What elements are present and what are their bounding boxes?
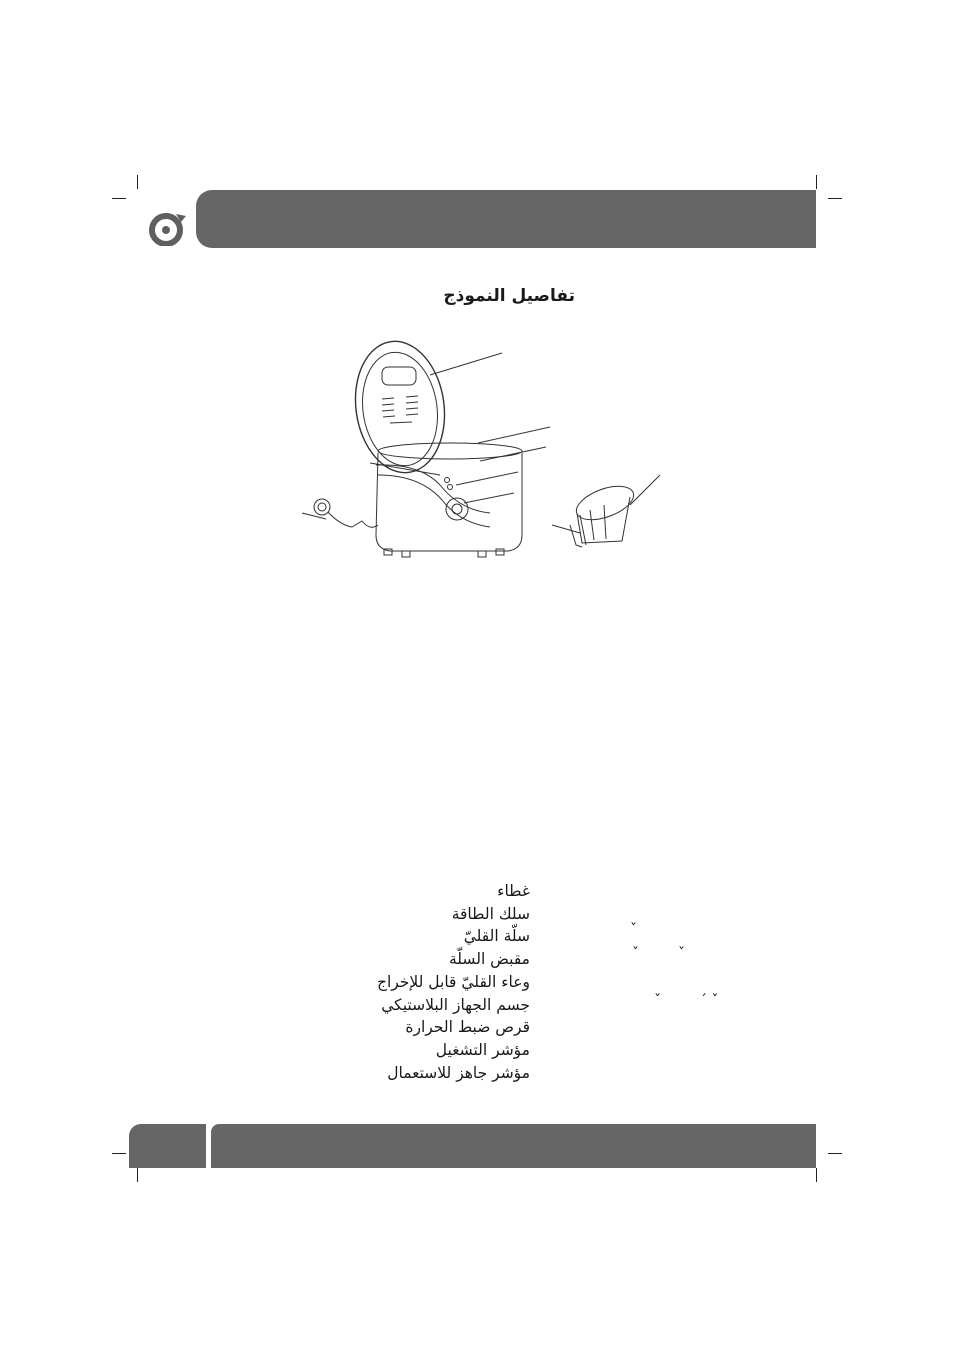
- page-title: تفاصيل النموذج: [443, 286, 575, 306]
- crop-mark: [112, 198, 126, 199]
- list-item: مقبض السلّة: [448, 950, 530, 969]
- crop-mark: [137, 1168, 138, 1182]
- header-bar: [196, 190, 816, 248]
- list-item: جسم الجهاز البلاستيكي: [381, 995, 530, 1014]
- stray-mark: ˇ: [678, 946, 685, 962]
- crop-mark: [112, 1153, 126, 1154]
- stray-mark: ´ ˇ: [700, 993, 719, 1009]
- list-item: غطاء: [497, 882, 530, 900]
- brand-logo-icon: [148, 212, 188, 246]
- stray-mark: ˇ: [632, 946, 639, 962]
- crop-mark: [816, 175, 817, 189]
- list-item: سلك الطاقة: [451, 904, 530, 923]
- footer-page-tab: [129, 1124, 206, 1168]
- deep-fryer-diagram: [290, 335, 670, 565]
- crop-mark: [816, 1168, 817, 1182]
- list-item: سلّة القليّ: [463, 927, 530, 946]
- crop-mark: [828, 1153, 842, 1154]
- parts-list: [300, 880, 530, 1084]
- crop-mark: [137, 175, 138, 189]
- list-item: قرص ضبط الحرارة: [405, 1018, 530, 1037]
- stray-mark: ˇ: [654, 993, 661, 1009]
- list-item: مؤشر جاهز للاستعمال: [387, 1063, 530, 1082]
- stray-mark: ˇ: [630, 922, 637, 938]
- list-item: وعاء القليّ قابل للإخراج: [376, 972, 530, 991]
- list-item: مؤشر التشغيل: [435, 1040, 530, 1059]
- footer-bar: [211, 1124, 816, 1168]
- crop-mark: [828, 198, 842, 199]
